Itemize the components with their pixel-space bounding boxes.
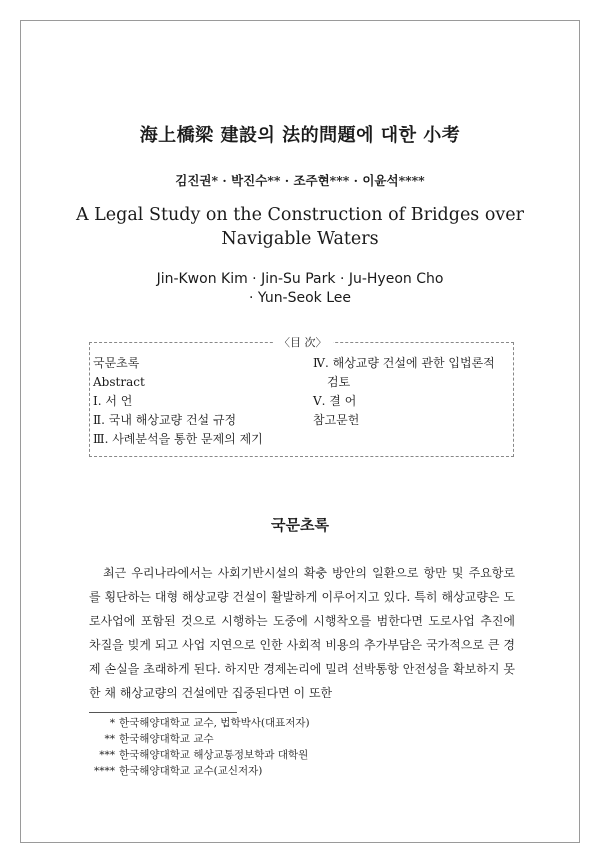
- toc-left-column: [93, 354, 263, 449]
- toc-item: Ⅲ. 사례분석을 통한 문제의 제기: [93, 432, 263, 446]
- footnote-text: 한국해양대학교 해상교통정보학과 대학원: [119, 749, 309, 761]
- toc-item: Ⅰ. 서 언: [93, 394, 133, 408]
- english-authors-line2: · Yun-Seok Lee: [248, 290, 352, 306]
- english-authors-line1: Jin-Kwon Kim · Jin-Su Park · Ju-Hyeon Cho: [156, 271, 444, 287]
- toc-right-column: [313, 354, 495, 430]
- footnote-mark: *: [109, 717, 115, 729]
- footnote-text: 한국해양대학교 교수: [119, 733, 214, 745]
- footnote: [89, 747, 310, 763]
- toc-item: Ⅴ. 결 어: [313, 394, 357, 408]
- footnote-mark: ***: [99, 749, 115, 761]
- english-title-line1: A Legal Study on the Construction of Bridges over: [75, 205, 524, 225]
- toc-item: Abstract: [93, 375, 145, 389]
- footnotes: [89, 715, 310, 779]
- footnote: [89, 731, 310, 747]
- toc-item: 국문초록: [93, 356, 140, 370]
- english-title-line2: Navigable Waters: [221, 229, 379, 249]
- toc-item: Ⅳ. 해상교량 건설에 관한 입법론적: [313, 356, 495, 370]
- abstract-body: [89, 561, 515, 705]
- abstract-heading: 국문초록: [271, 516, 329, 534]
- korean-title: 海上橋梁 建設의 法的問題에 대한 小考: [139, 125, 461, 146]
- footnote: [89, 715, 310, 731]
- abstract-paragraph: 최근 우리나라에서는 사회기반시설의 확충 방안의 일환으로 항만 및 주요항로를 횡단하는 대형 해상교량 건설이 활발하게 이루어지고 있다. 특히 해상교량은 도로사업에 포함된 것으로 시행하는 도중에 시행착오를 범한다면 도로사업 추진에 차질을 빚게 되고 사업 지연으로 인한 사회적 비용의 추가부담은 국가적으로 큰 경제 손실을 초래하게 된다. 하지만 경제논리에 밀려 선박통항 안전성을 확보하지 못한 채 해상교량의 건설에만 집중된다면 이 또한: [89, 566, 515, 700]
- footnote-mark: **: [104, 733, 115, 745]
- korean-authors: 김진권* · 박진수** · 조주현*** · 이윤석****: [175, 173, 425, 188]
- footnote: [89, 763, 310, 779]
- toc-heading: 〈目 次〉: [273, 334, 333, 350]
- english-authors: [0, 270, 600, 308]
- toc-item: 참고문헌: [313, 413, 360, 427]
- toc-item-continuation: 검토: [327, 375, 351, 389]
- footnote-divider: [89, 712, 237, 713]
- footnote-mark: ****: [94, 765, 115, 777]
- toc-item: Ⅱ. 국내 해상교량 건설 규정: [93, 413, 237, 427]
- footnote-text: 한국해양대학교 교수(교신저자): [119, 765, 263, 777]
- english-title: [0, 203, 600, 251]
- footnote-text: 한국해양대학교 교수, 법학박사(대표저자): [119, 717, 310, 729]
